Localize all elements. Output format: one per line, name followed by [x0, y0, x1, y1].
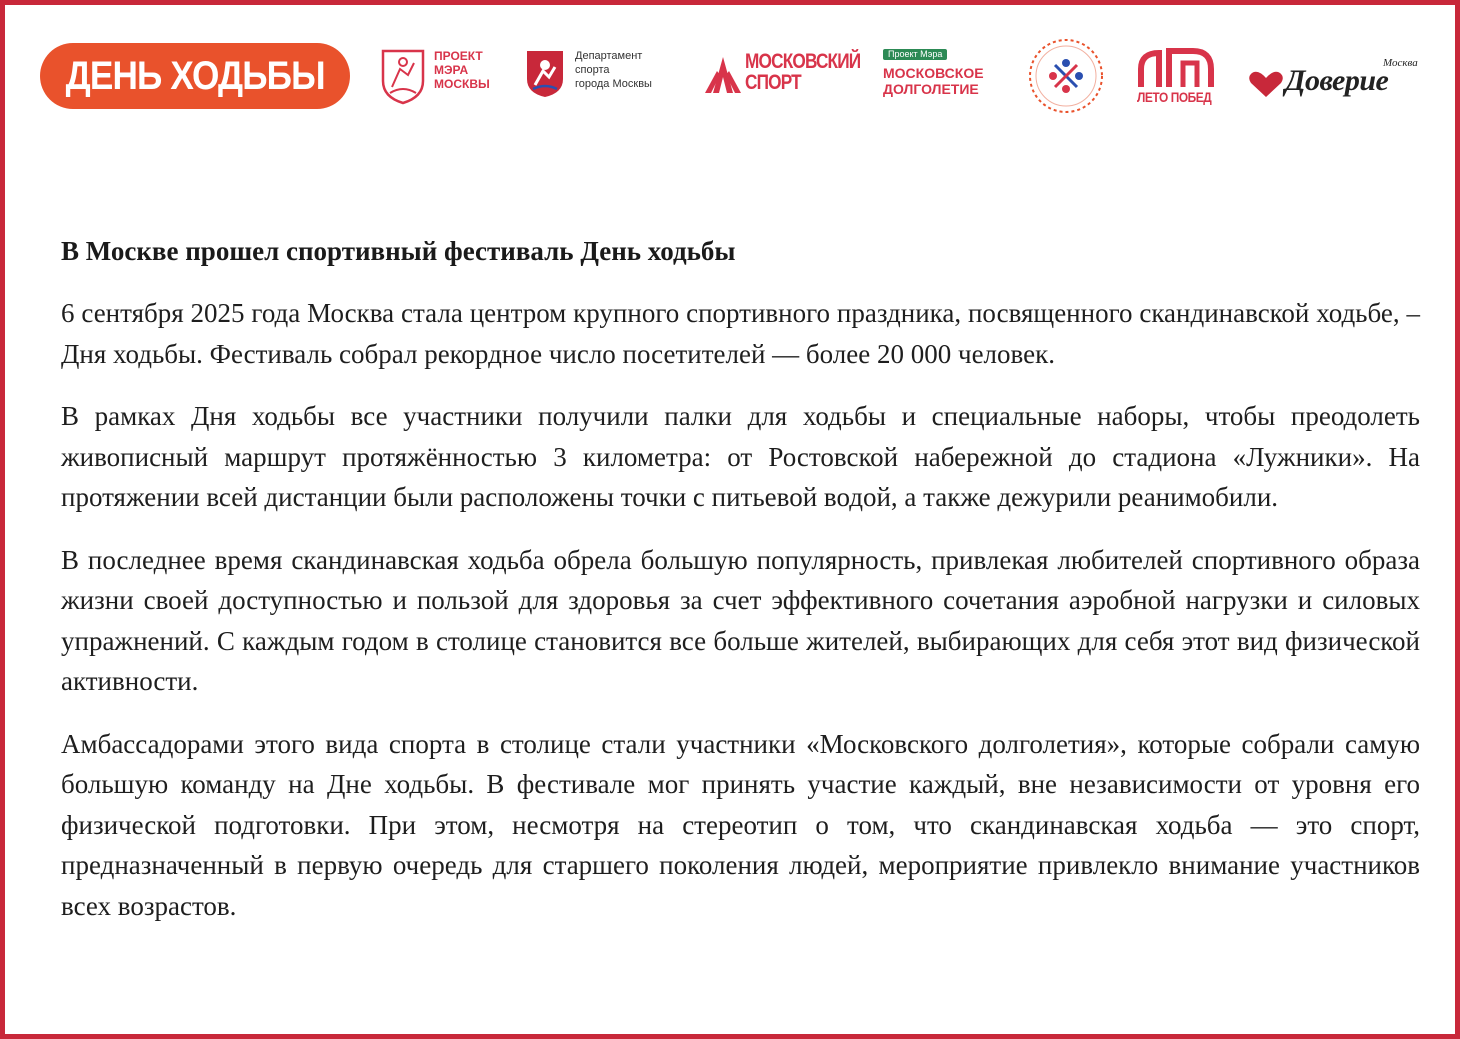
sport-department-logo: [525, 49, 685, 105]
article: [61, 233, 1420, 948]
leto-pobed-mark-icon: [1135, 43, 1225, 91]
ring-emblem-logo: [1023, 33, 1109, 119]
moscow-sport-logo: [703, 50, 861, 101]
leto-pobed-text: ЛЕТО ПОБЕД: [1137, 89, 1212, 105]
article-paragraph: Амбассадорами этого вида спорта в столице стали участники «Московского долголетия», которые собрали самую большую команду на Дне ходьбы. В фестивале мог принять участие каждый, вне независимости от уровня его физической подготовки. При этом, несмотря на стереотип о том, что скандинавская ходьба — это спорт, предназначенный в первую очередь для старшего поколения людей, мероприятие привлекло внимание участников всех возрастов.: [61, 728, 1420, 921]
article-title: В Москве прошел спортивный фестиваль День ходьбы: [61, 236, 736, 266]
moscow-coat-of-arms-icon: [380, 47, 426, 105]
mayor-project-logo: [380, 47, 510, 107]
article-paragraph: 6 сентября 2025 года Москва стала центром крупного спортивного праздника, посвященного скандинавской ходьбе, – Дня ходьбы. Фестиваль собрал рекордное число посетителей — более 20 000 человек.: [61, 298, 1420, 369]
heart-icon: [1247, 69, 1285, 99]
mayor-project-tag: Проект Мэра: [883, 49, 947, 60]
article-paragraph: В рамках Дня ходьбы все участники получили палки для ходьбы и специальные наборы, чтобы преодолеть живописный маршрут протяжённостью 3 километра: от Ростовской набережной до стадиона «Лужники». На протяжении всей дистанции были расположены точки с питьевой водой, а также дежурили реанимобили.: [61, 401, 1420, 512]
moscow-longevity-logo: [880, 49, 1000, 105]
den-hodby-logo: [40, 43, 350, 109]
article-paragraph: В последнее время скандинавская ходьба обрела большую популярность, привлекая любителей спортивного образа жизни своей доступностью и пользой для здоровья за счет эффективного сочетания аэробной нагрузки и силовых упражнений. С каждым годом в столице становится все больше жителей, выбирающих для себя этот вид физической активности.: [61, 544, 1420, 696]
moscow-sport-text: МОСКОВСКИЙ СПОРТ: [745, 50, 861, 94]
doverie-moscow-text: Москва: [1383, 57, 1418, 69]
ring-emblem-icon: [1023, 33, 1109, 119]
moscow-shield-icon: [525, 49, 565, 99]
leto-pobed-logo: [1135, 43, 1225, 109]
moscow-longevity-text: МОСКОВСКОЕ ДОЛГОЛЕТИЕ: [883, 65, 984, 97]
sport-department-text: Департамент спорта города Москвы: [575, 50, 652, 90]
doverie-text: Доверие: [1285, 64, 1389, 97]
partner-logos-strip: [35, 33, 1425, 123]
moscow-sport-mark-icon: [703, 55, 743, 95]
doverie-logo: [1247, 55, 1417, 105]
den-hodby-logo-text: ДЕНЬ ХОДЬБЫ: [65, 53, 325, 98]
mayor-project-text: ПРОЕКТ МЭРА МОСКВЫ: [434, 49, 490, 91]
